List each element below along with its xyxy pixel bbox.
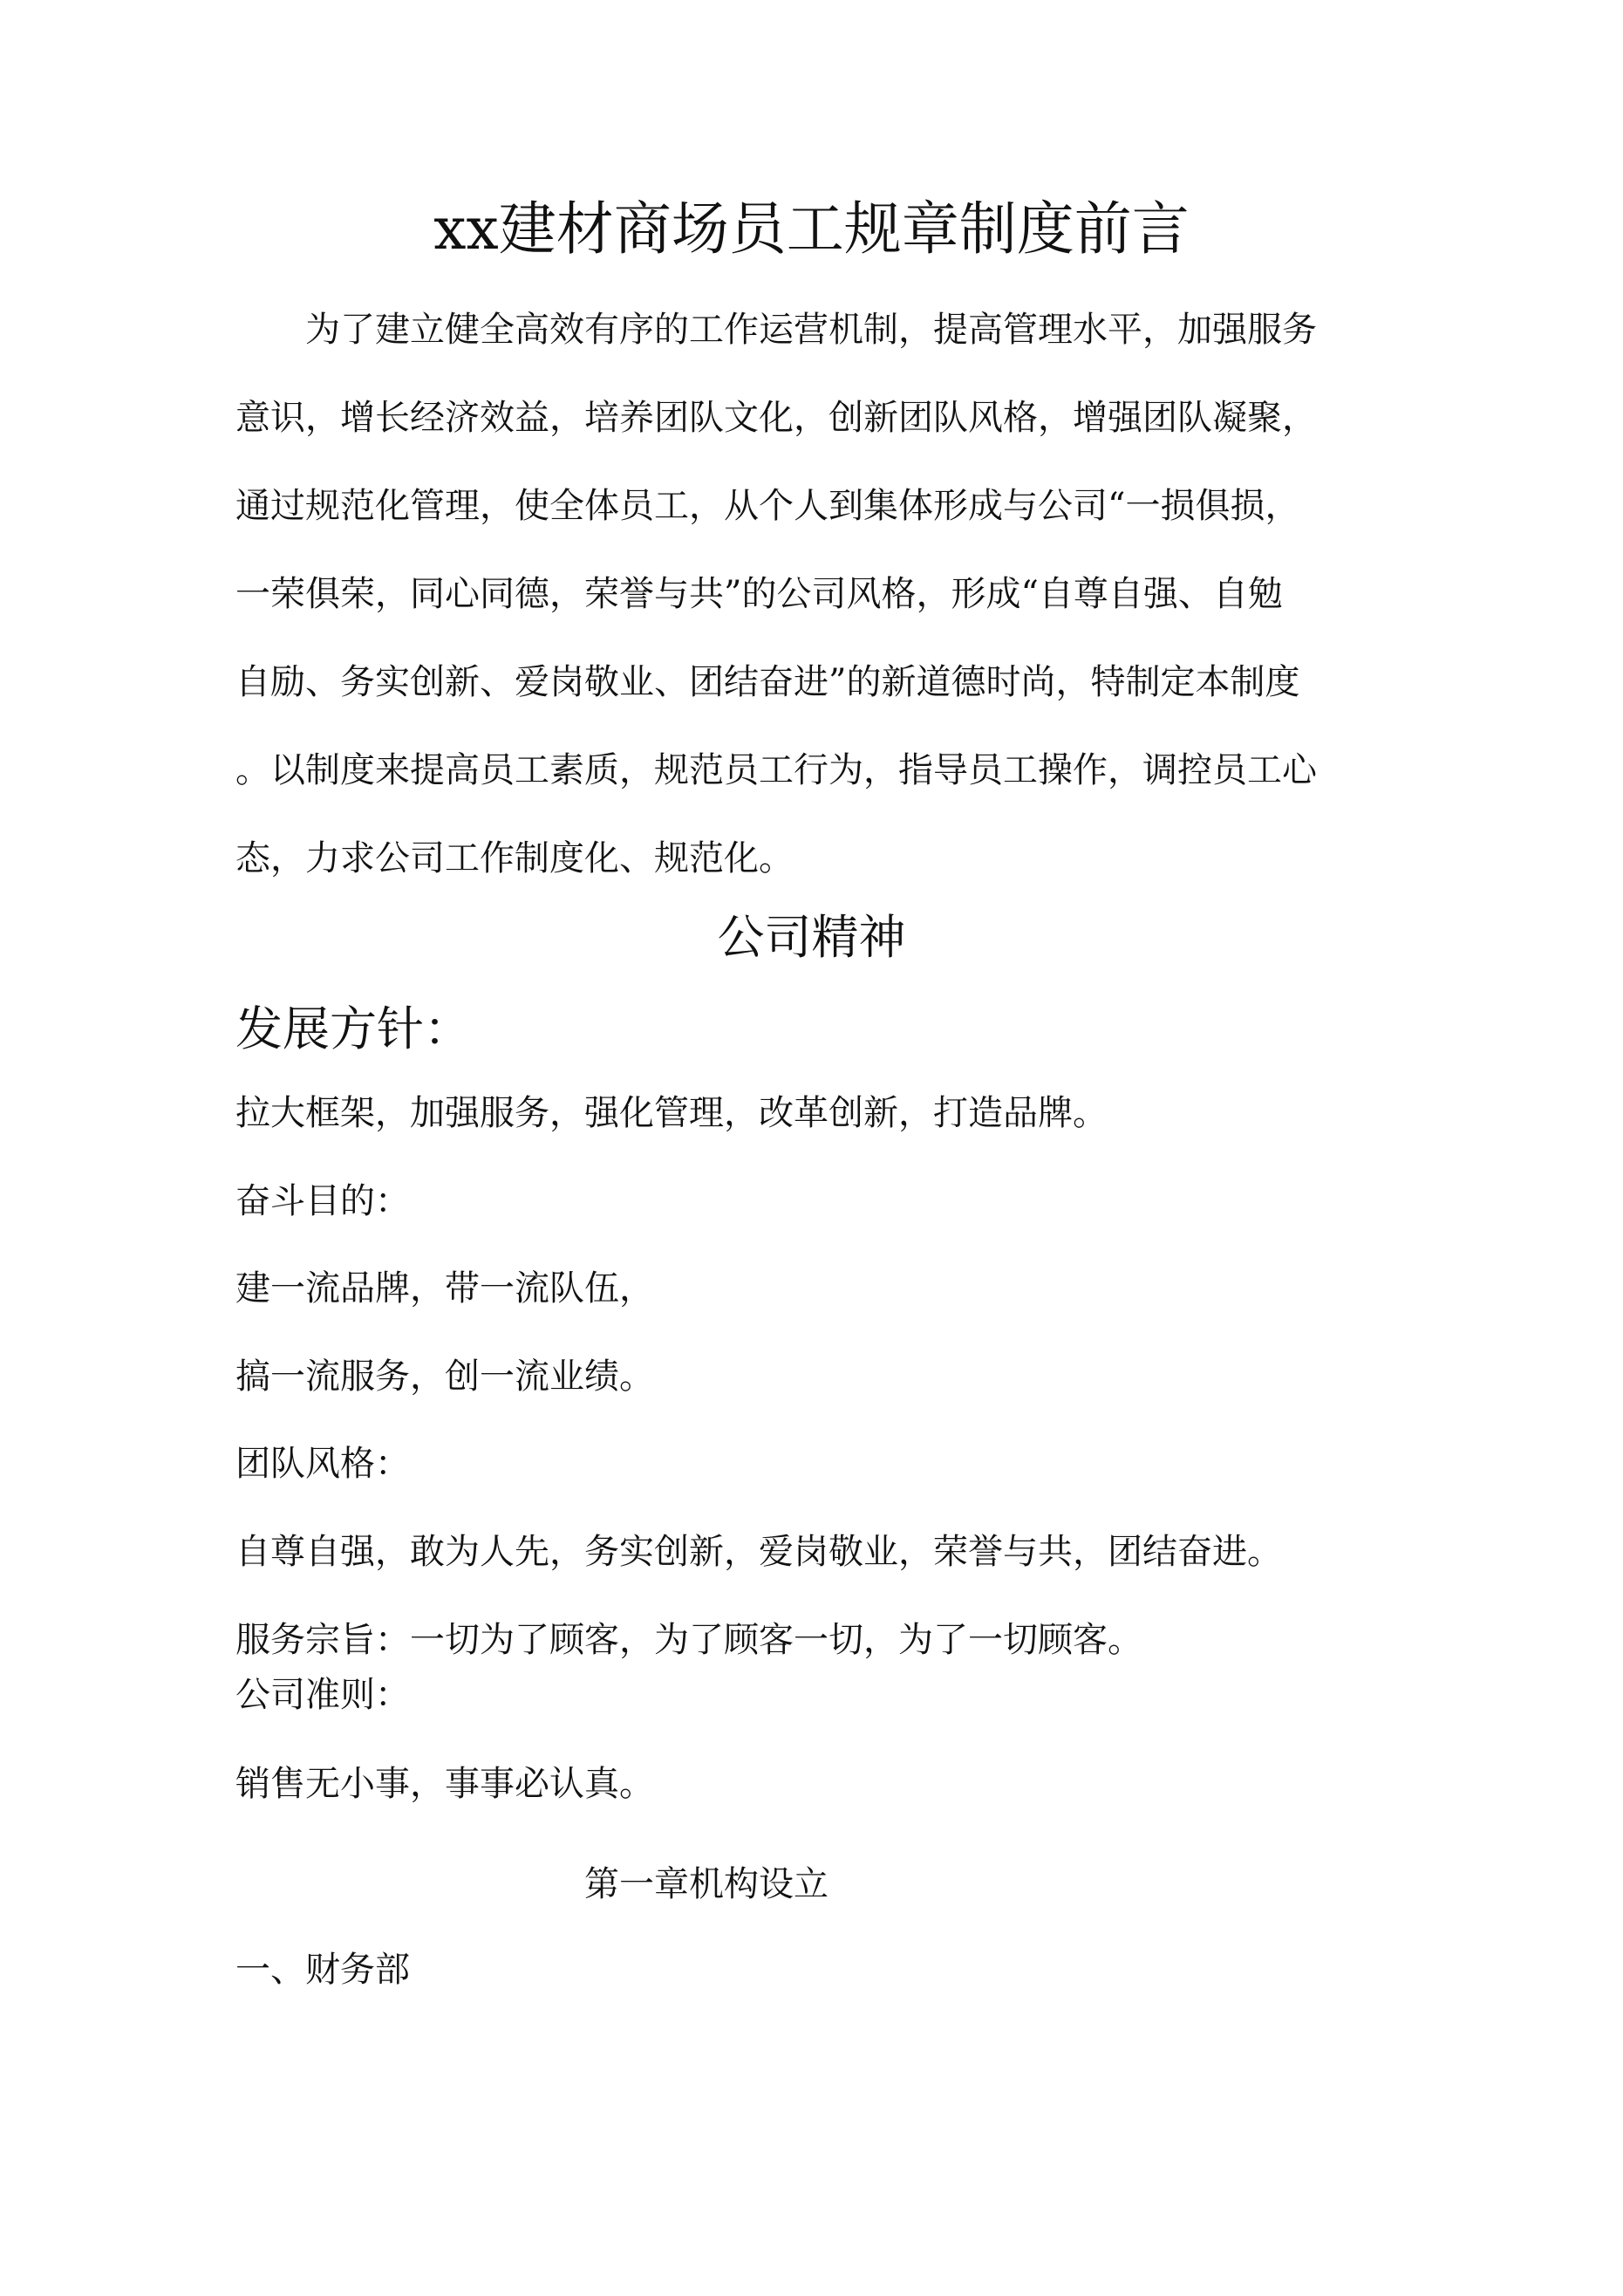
preface-paragraph xyxy=(235,286,1430,903)
chapter-heading: 第一章机构设立 xyxy=(584,1864,829,1904)
preface-line: 。以制度来提高员工素质，规范员工行为，指导员工操作，调控员工心 xyxy=(235,750,1317,790)
company-spirit-heading: 公司精神 xyxy=(717,910,906,965)
preface-line: 通过规范化管理，使全体员工，从个人到集体形成与公司“一损俱损， xyxy=(235,486,1300,526)
preface-line: 态，力求公司工作制度化、规范化。 xyxy=(235,838,794,878)
preface-line: 为了建立健全高效有序的工作运营机制，提高管理水平，加强服务 xyxy=(305,310,1317,350)
preface-line: 自励、务实创新、爱岗敬业、团结奋进”的新道德时尚，特制定本制度 xyxy=(235,662,1300,702)
goal-heading: 奋斗目的： xyxy=(235,1181,410,1221)
preface-line: 意识，增长经济效益，培养团队文化，创新团队风格，增强团队凝聚， xyxy=(235,398,1317,438)
style-heading: 团队风格： xyxy=(235,1444,410,1484)
style-text: 自尊自强，敢为人先，务实创新，爱岗敬业，荣誉与共，团结奋进。 xyxy=(235,1532,1282,1572)
policy-heading: 发展方针： xyxy=(235,1001,471,1056)
goal-line: 建一流品牌，带一流队伍， xyxy=(235,1268,654,1309)
section-heading: 一、财务部 xyxy=(235,1950,410,1990)
preface-line: 一荣俱荣，同心同德，荣誉与共”的公司风格，形成“自尊自强、自勉 xyxy=(235,574,1283,614)
goal-line: 搞一流服务，创一流业绩。 xyxy=(235,1356,654,1397)
service-tenet: 服务宗旨：一切为了顾客，为了顾客一切，为了一切顾客。 xyxy=(235,1620,1142,1660)
document-title: xx建材商场员工规章制度前言 xyxy=(433,195,1190,263)
policy-text: 拉大框架，加强服务，强化管理，改革创新，打造品牌。 xyxy=(235,1093,1108,1133)
principle-heading: 公司准则： xyxy=(235,1675,410,1715)
principle-text: 销售无小事，事事必认真。 xyxy=(235,1764,654,1804)
